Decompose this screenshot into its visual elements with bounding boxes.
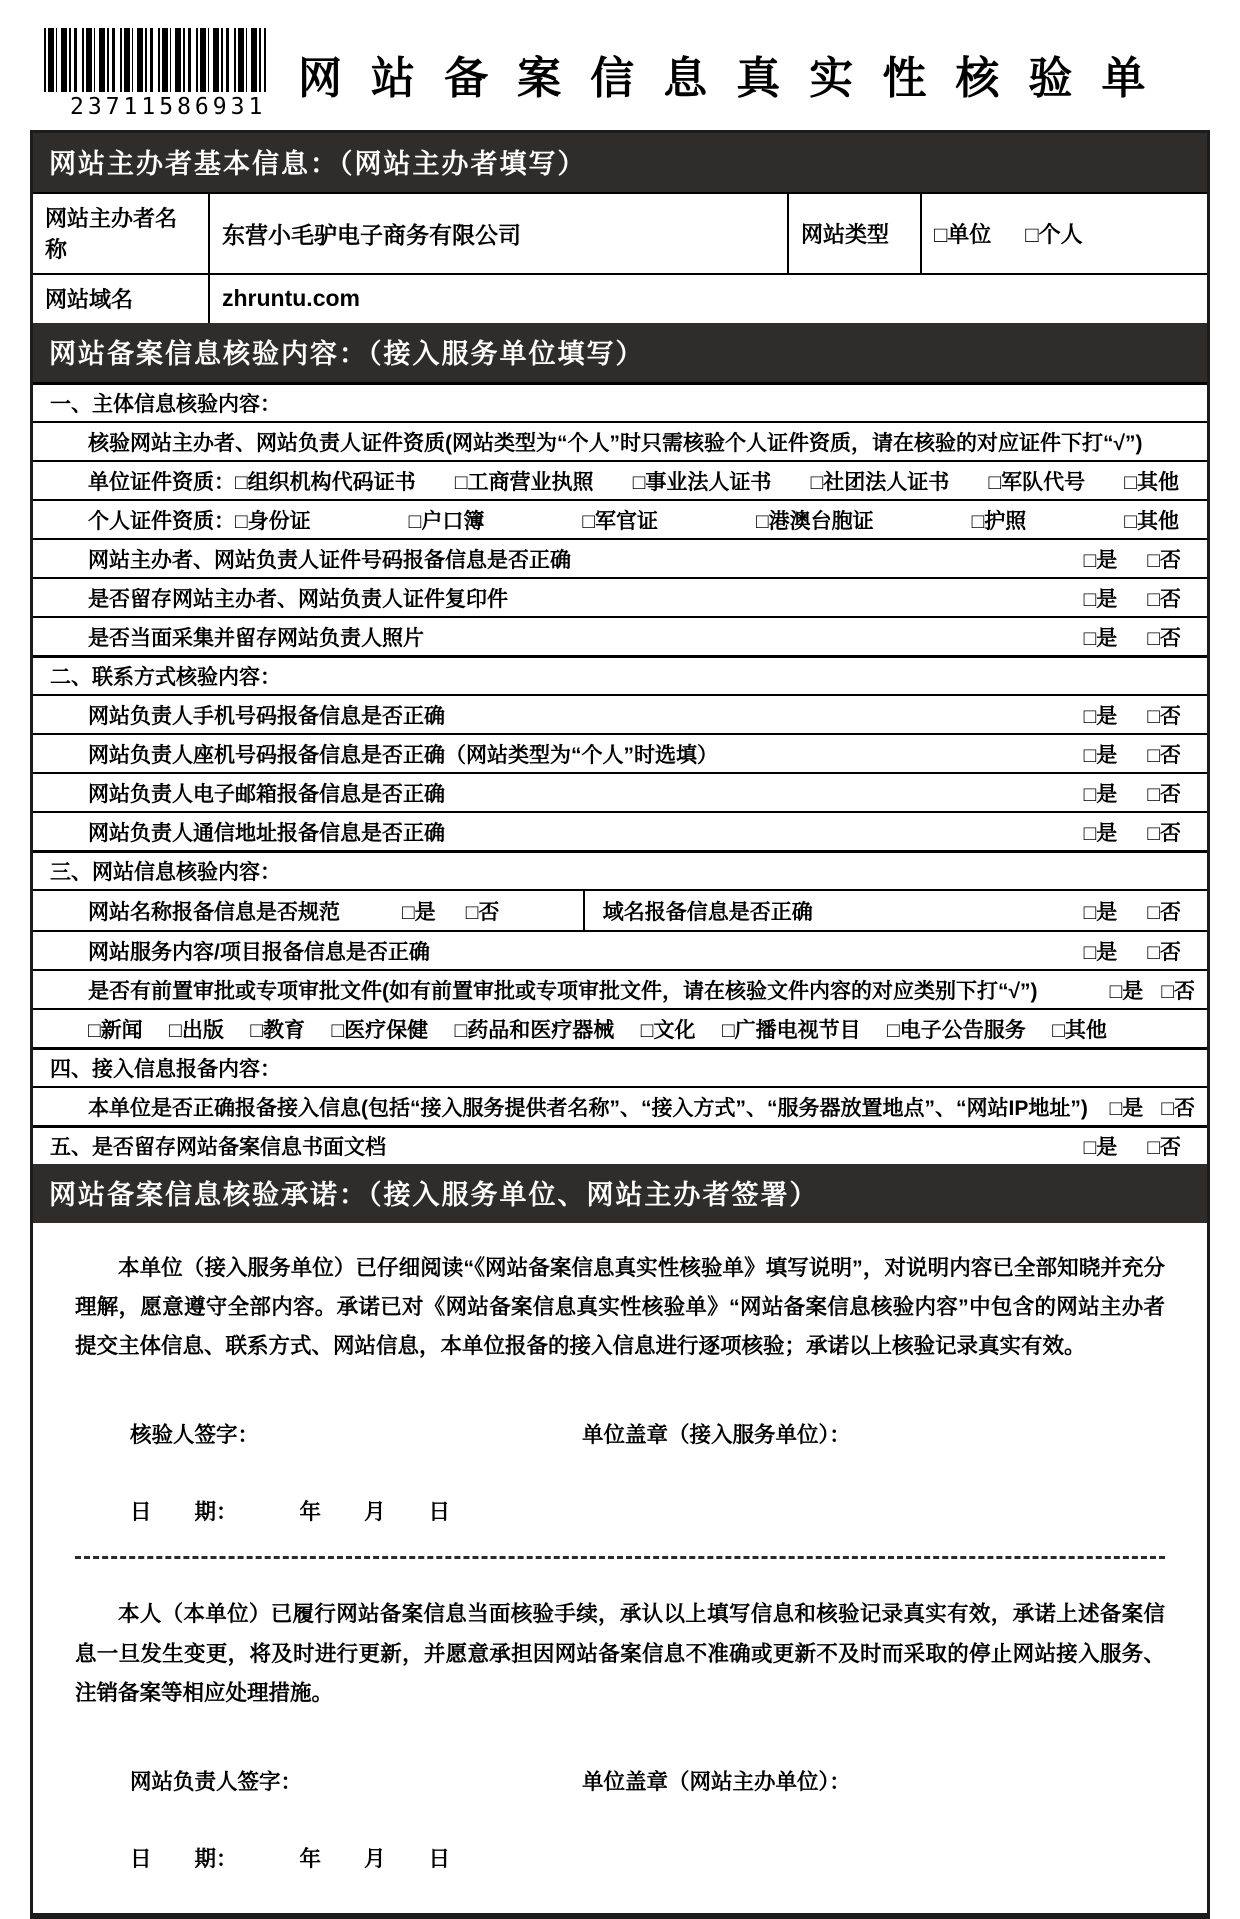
written-document-row [33,1125,1207,1164]
checkbox-culture[interactable]: □文化 [640,1018,696,1042]
barcode-block [44,28,272,120]
checkbox-military-code[interactable]: □军队代号 [988,470,1086,494]
checkbox-yes[interactable]: □是 [1083,1136,1118,1159]
mobile-row [33,694,1207,733]
checkbox-business-license[interactable]: □工商营业执照 [454,470,594,494]
checkbox-yes[interactable]: □是 [1083,548,1118,572]
unit-cert-row [33,460,1207,499]
site-type-options [920,194,1207,273]
site-manager-signature-row [75,1765,1165,1796]
site-name-domain-row [33,889,1207,930]
checkbox-id-card[interactable]: □身份证 [235,509,311,533]
cert-copy-row [33,577,1207,616]
checkbox-yes[interactable]: □是 [1109,1096,1144,1120]
checkbox-education[interactable]: □教育 [250,1018,305,1042]
question-text: 域名报备信息是否正确 [602,900,813,924]
domain-row [33,273,1207,323]
approval-categories-row [33,1008,1207,1047]
checkbox-no[interactable]: □否 [1147,626,1181,650]
isp-commitment-paragraph: 本单位（接入服务单位）已仔细阅读“《网站备案信息真实性核验单》填写说明”，对说明内容已全部知晓并充分理解，愿意遵守全部内容。承诺已对《网站备案信息真实性核验单》“网站备案信息核验内容”中包含的网站主办者提交主体信息、联系方式、网站信息，本单位报备的接入信息进行逐项核验；承诺以上核验记录真实有效。 [75,1256,1165,1359]
checkbox-yes[interactable]: □是 [1083,587,1118,611]
checkbox-no[interactable]: □否 [1147,743,1181,767]
organizer-commitment-paragraph: 本人（本单位）已履行网站备案信息当面核验手续，承认以上填写信息和核验记录真实有效，承诺上述备案信息一旦发生变更，将及时进行更新，并愿意承担因网站备案信息不准确或更新不及时而采取的停止网站接入服务、注销备案等相应处理措施。 [75,1602,1165,1705]
cert-number-row [33,538,1207,577]
personal-cert-label: 个人证件资质： [88,509,235,533]
verifier-signature-row [75,1418,1165,1449]
question-text: 是否当面采集并留存网站负责人照片 [88,626,424,650]
checkbox-association-cert[interactable]: □社团法人证书 [810,470,950,494]
checkbox-unit-other[interactable]: □其他 [1124,470,1179,494]
access-info-section-heading: 四、接入信息报备内容： [33,1047,1207,1086]
owner-name-label: 网站主办者名称 [45,206,178,262]
site-info-section-heading: 三、网站信息核验内容： [33,850,1207,889]
section-header-verification: 网站备案信息核验内容：（接入服务单位填写） [33,323,1207,382]
checkbox-military-officer-cert[interactable]: □军官证 [582,509,658,533]
date-ymd: 年 月 日 [299,1846,451,1871]
checkbox-yes[interactable]: □是 [1083,940,1118,964]
checkbox-no[interactable]: □否 [1147,704,1181,728]
site-name-check [33,891,585,930]
service-content-row [33,930,1207,969]
checkbox-yes[interactable]: □是 [1083,782,1118,806]
landline-row [33,733,1207,772]
question-text: 网站服务内容/项目报备信息是否正确 [88,940,430,964]
date-ymd: 年 月 日 [299,1500,451,1525]
checkbox-ebulletin-service[interactable]: □电子公告服务 [887,1018,1026,1042]
question-text: 网站名称报备信息是否规范 [88,900,340,924]
checkbox-yes[interactable]: □是 [1083,900,1118,924]
section-header-owner-info: 网站主办者基本信息：（网站主办者填写） [33,133,1207,192]
checkbox-category-other[interactable]: □其他 [1052,1018,1107,1042]
date-row-1 [75,1495,1165,1526]
checkbox-yes[interactable]: □是 [1083,821,1118,845]
verification-form [30,130,1210,1919]
checkbox-personal-other[interactable]: □其他 [1124,509,1179,533]
checkbox-no[interactable]: □否 [1147,782,1181,806]
address-row [33,811,1207,850]
page-title: 网站备案信息真实性核验单 [298,54,1175,103]
owner-name-value: 东营小毛驴电子商务有限公司 [208,194,787,273]
barcode-number: 23711586931 [70,94,267,120]
question-text: 网站负责人座机号码报备信息是否正确（网站类型为“个人”时选填） [88,743,718,767]
checkbox-institution-cert[interactable]: □事业法人证书 [632,470,772,494]
checkbox-no[interactable]: □否 [1147,821,1181,845]
question-text: 五、是否留存网站备案信息书面文档 [50,1136,386,1159]
isp-seal-label: 单位盖章（接入服务单位）： [582,1423,851,1448]
question-text: 网站负责人手机号码报备信息是否正确 [88,704,445,728]
checkbox-yes[interactable]: □是 [402,900,436,924]
question-text: 网站负责人通信地址报备信息是否正确 [88,821,445,845]
domain-label: 网站域名 [45,287,134,312]
checkbox-yes[interactable]: □是 [1109,979,1144,1003]
email-row [33,772,1207,811]
checkbox-broadcast-tv[interactable]: □广播电视节目 [721,1018,861,1042]
checkbox-household-register[interactable]: □户口簿 [408,509,485,533]
checkbox-no[interactable]: □否 [1147,587,1181,611]
site-manager-signature-label: 网站负责人签字： [130,1769,303,1794]
checkbox-no[interactable]: □否 [1161,1096,1195,1120]
access-info-row [33,1086,1207,1125]
checkbox-no[interactable]: □否 [1161,979,1195,1003]
checkbox-org-code-cert[interactable]: □组织机构代码证书 [235,470,416,494]
checkbox-no[interactable]: □否 [465,900,500,924]
checkbox-site-type-unit[interactable]: □单位 [934,221,992,247]
date-row-2 [75,1842,1165,1873]
checkbox-yes[interactable]: □是 [1083,704,1118,728]
checkbox-publishing[interactable]: □出版 [169,1018,224,1042]
question-text: 是否有前置审批或专项审批文件(如有前置审批或专项审批文件，请在核验文件内容的对应类别下打“√”) [88,979,1038,1003]
question-text: 本单位是否正确报备接入信息(包括“接入服务提供者名称”、“接入方式”、“服务器放置地点”、“网站IP地址”) [88,1096,1088,1120]
domain-check [585,891,1207,930]
checkbox-hk-macao-taiwan-cert[interactable]: □港澳台胞证 [755,509,874,533]
question-text: 网站主办者、网站负责人证件号码报备信息是否正确 [88,548,571,572]
cert-note-row: 核验网站主办者、网站负责人证件资质(网站类型为“个人”时只需核验个人证件资质，请在核验的对应证件下打“√”) [33,421,1207,460]
commitment-area [33,1223,1207,1913]
photo-row [33,616,1207,655]
question-text: 是否留存网站主办者、网站负责人证件复印件 [88,587,508,611]
question-text: 网站负责人电子邮箱报备信息是否正确 [88,782,445,806]
checkbox-no[interactable]: □否 [1147,548,1181,572]
checkbox-yes[interactable]: □是 [1083,626,1118,650]
checkbox-no[interactable]: □否 [1147,940,1181,964]
domain-value: zhruntu.com [208,275,1207,323]
page-header [44,28,1210,120]
site-type-label: 网站类型 [787,194,920,273]
unit-cert-label: 单位证件资质： [88,470,235,494]
checkbox-no[interactable]: □否 [1147,1136,1181,1159]
barcode [44,28,266,92]
checkbox-drugs-medical-devices[interactable]: □药品和医疗器械 [454,1018,615,1042]
checkbox-yes[interactable]: □是 [1083,743,1118,767]
checkbox-site-type-personal[interactable]: □个人 [1025,221,1083,247]
preapproval-row [33,969,1207,1008]
checkbox-healthcare[interactable]: □医疗保健 [331,1018,429,1042]
checkbox-news[interactable]: □新闻 [88,1018,143,1042]
checkbox-passport[interactable]: □护照 [971,509,1027,533]
owner-name-row [33,192,1207,273]
date-label: 日 期： [130,1846,238,1871]
organizer-seal-label: 单位盖章（网站主办单位）： [582,1769,851,1794]
subject-info-section-heading: 一、主体信息核验内容： [33,382,1207,421]
contact-section-heading: 二、联系方式核验内容： [33,655,1207,694]
date-label: 日 期： [130,1500,238,1525]
verifier-signature-label: 核验人签字： [130,1423,260,1448]
section-header-commitment: 网站备案信息核验承诺：（接入服务单位、网站主办者签署） [33,1164,1207,1223]
dashed-separator [75,1556,1165,1559]
checkbox-no[interactable]: □否 [1147,900,1181,924]
personal-cert-row [33,499,1207,538]
